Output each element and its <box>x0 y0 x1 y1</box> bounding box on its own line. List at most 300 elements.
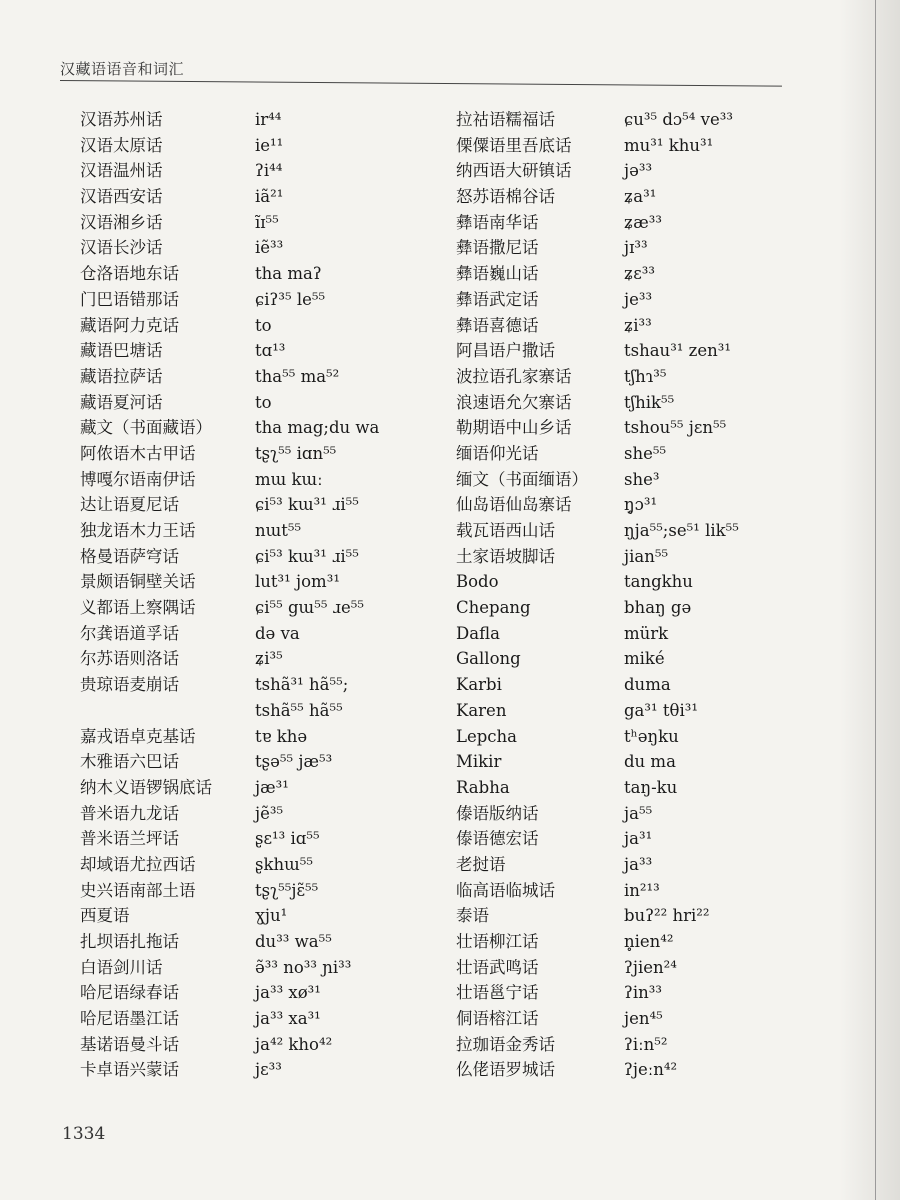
glossary-row <box>70 261 440 287</box>
language-name: 彝语南华话 <box>456 212 539 232</box>
language-name: 拉祜语糯福话 <box>456 110 555 129</box>
language-name: 藏语巴塘话 <box>80 341 163 361</box>
glossary-row <box>70 749 440 775</box>
word-form-line: tɑ¹³ <box>255 341 286 361</box>
language-name: 汉语苏州话 <box>80 110 163 129</box>
language-name: 西夏语 <box>80 906 130 926</box>
language-name: 临高语临城话 <box>456 880 555 900</box>
glossary-row <box>70 878 440 904</box>
language-name: 壮语邕宁话 <box>456 983 539 1003</box>
glossary-row <box>456 210 826 236</box>
word-form <box>255 1057 282 1083</box>
word-form-line: də va <box>255 623 300 643</box>
word-form-line: jen⁴⁵ <box>624 1009 663 1029</box>
word-form-line: ʔiːn⁵² <box>624 1034 668 1054</box>
word-form <box>624 467 659 493</box>
glossary-row <box>456 261 826 287</box>
language-name: 哈尼语墨江话 <box>80 1009 179 1029</box>
word-form <box>255 646 283 672</box>
glossary-row <box>456 467 826 493</box>
word-form-line: ɕi⁵⁵ gɯ⁵⁵ ɹe⁵⁵ <box>255 598 364 618</box>
glossary-row <box>456 287 826 313</box>
word-form <box>255 569 340 595</box>
word-form-line: tʰəŋku <box>624 726 679 746</box>
word-form <box>255 1032 332 1058</box>
language-name: 壮语柳江话 <box>456 932 539 951</box>
word-form-line: ja³³ xø³¹ <box>255 983 321 1003</box>
glossary-row <box>456 441 826 467</box>
word-form <box>255 801 283 827</box>
glossary-row <box>70 852 440 878</box>
word-form-line: ja³³ <box>624 854 653 874</box>
word-form-line: tha mag;du wa <box>255 418 380 438</box>
word-form-line: ja³³ xa³¹ <box>255 1009 321 1029</box>
language-name: 波拉语孔家寨话 <box>456 366 572 386</box>
glossary-row <box>70 826 440 852</box>
word-form-line: ɕiʔ³⁵ le⁵⁵ <box>255 289 326 309</box>
glossary-row <box>456 1006 826 1032</box>
word-form <box>624 338 731 364</box>
word-form <box>255 621 300 647</box>
language-name: 拉珈语金秀话 <box>456 1034 555 1054</box>
language-name: 载瓦语西山话 <box>456 521 555 540</box>
glossary-row <box>70 390 440 416</box>
language-name: 壮语武鸣话 <box>456 957 539 977</box>
word-form <box>624 569 693 595</box>
language-name: 白语剑川话 <box>80 957 163 977</box>
glossary-row <box>456 595 826 621</box>
glossary-row <box>70 235 440 261</box>
word-form <box>255 158 282 184</box>
word-form <box>624 698 698 724</box>
language-name: 史兴语南部土语 <box>80 880 196 900</box>
word-form-line: tʂʅ⁵⁵ iɑn⁵⁵ <box>255 443 337 463</box>
language-name: 老挝语 <box>456 854 506 874</box>
glossary-row <box>456 313 826 339</box>
word-form <box>624 980 662 1006</box>
language-name: 扎坝语扎拖话 <box>80 932 179 952</box>
word-form <box>255 313 272 339</box>
word-form <box>255 955 351 981</box>
language-name: 博嘎尔语南伊话 <box>80 469 196 489</box>
word-form-line: ga³¹ tθi³¹ <box>624 700 698 720</box>
word-form-line: ʑi³⁵ <box>255 649 283 669</box>
glossary-row <box>456 621 826 647</box>
word-form <box>255 235 283 261</box>
language-name: 泰语 <box>456 906 489 926</box>
word-form <box>255 852 313 878</box>
language-name: 普米语兰坪话 <box>80 829 179 849</box>
glossary-row <box>456 903 826 929</box>
glossary-row <box>70 569 440 595</box>
language-name: 傈僳语里吾底话 <box>456 135 572 155</box>
left-column <box>70 107 440 1083</box>
glossary-row <box>70 107 440 133</box>
language-name: 嘉戎语卓克基话 <box>80 726 196 746</box>
word-form-line: tɐ khə <box>255 726 308 746</box>
glossary-row <box>456 775 826 801</box>
word-form-line: iẽ³³ <box>255 238 284 258</box>
glossary-row <box>456 929 826 955</box>
glossary-row <box>456 184 826 210</box>
word-form <box>624 364 666 390</box>
language-name: 达让语夏尼话 <box>80 495 179 515</box>
glossary-row <box>70 646 440 672</box>
language-name: 缅语仰光话 <box>456 443 539 463</box>
glossary-row <box>70 724 440 750</box>
word-form-line: in²¹³ <box>624 880 660 900</box>
word-form <box>255 878 318 904</box>
language-name: 门巴语错那话 <box>80 289 179 309</box>
word-form-line: to <box>255 392 272 412</box>
word-form <box>624 1032 668 1058</box>
language-name: 浪速语允欠寨话 <box>456 392 572 412</box>
word-form <box>255 441 336 467</box>
word-form-line: ʔjien²⁴ <box>624 957 677 977</box>
word-form <box>624 929 674 955</box>
glossary-row <box>70 210 440 236</box>
word-form <box>255 749 332 775</box>
glossary-row <box>70 364 440 390</box>
word-form-line: ja⁴² kho⁴² <box>255 1034 333 1054</box>
word-form-line: taŋ-ku <box>624 777 678 797</box>
glossary-row <box>456 338 826 364</box>
language-name: 汉语温州话 <box>80 161 163 181</box>
glossary-row <box>456 1057 826 1083</box>
glossary-row <box>456 980 826 1006</box>
glossary-row <box>70 287 440 313</box>
word-form <box>255 595 364 621</box>
word-form <box>255 980 321 1006</box>
word-form-line: mu³¹ khu³¹ <box>624 135 714 155</box>
language-name: 景颇语铜壁关话 <box>80 572 196 592</box>
header-rule <box>60 80 782 87</box>
language-name: 汉语湘乡话 <box>80 212 163 232</box>
running-header: 汉藏语语音和词汇 <box>60 60 185 78</box>
word-form <box>624 646 665 672</box>
word-form-line: ie¹¹ <box>255 135 284 155</box>
word-form-line: ʑi³³ <box>624 315 652 335</box>
word-form <box>624 261 655 287</box>
word-form-line: bhaŋ gə <box>624 598 692 618</box>
glossary-row <box>70 441 440 467</box>
glossary-row <box>456 133 826 159</box>
language-name: 藏语夏河话 <box>80 392 163 412</box>
language-name: Chepang <box>456 598 531 618</box>
word-form <box>255 390 272 416</box>
language-name: 尔龚语道孚话 <box>80 623 179 643</box>
word-form-line: ja⁵⁵ <box>624 803 653 823</box>
glossary-row <box>70 1006 440 1032</box>
word-form-line: iã²¹ <box>255 187 284 207</box>
word-form <box>624 107 733 133</box>
language-name: 哈尼语绿春话 <box>80 983 179 1003</box>
glossary-row <box>456 1032 826 1058</box>
glossary-row <box>70 415 440 441</box>
word-form <box>624 621 668 647</box>
word-form <box>624 518 739 544</box>
word-form <box>255 364 339 390</box>
page-edge-shadow <box>840 0 900 1200</box>
glossary-row <box>70 1032 440 1058</box>
word-form-line: jian⁵⁵ <box>624 546 669 566</box>
glossary-row <box>456 698 826 724</box>
word-form-line: tangkhu <box>624 572 693 592</box>
word-form-line: ɕi⁵³ kɯ³¹ ɹi⁵⁵ <box>255 495 359 515</box>
glossary-row <box>456 415 826 441</box>
word-form-line: ʑæ³³ <box>624 212 662 232</box>
word-form-line: ir⁴⁴ <box>255 110 282 129</box>
word-form <box>624 903 710 929</box>
glossary-row <box>70 158 440 184</box>
word-form-line: tʂʅ⁵⁵jɛ̃⁵⁵ <box>255 880 319 900</box>
word-form <box>255 184 283 210</box>
word-form-line: she³ <box>624 469 660 489</box>
language-name: 贵琼语麦崩话 <box>80 675 179 695</box>
word-form <box>624 544 668 570</box>
glossary-row <box>70 955 440 981</box>
language-name: Gallong <box>456 649 521 669</box>
language-name: 藏语拉萨话 <box>80 366 163 386</box>
word-form <box>255 287 325 313</box>
word-form <box>624 235 648 261</box>
word-form-line: jẽ³⁵ <box>255 803 284 823</box>
word-form <box>255 338 285 364</box>
language-name: 彝语武定话 <box>456 289 539 309</box>
word-form <box>255 826 320 852</box>
glossary-row <box>456 672 826 698</box>
word-form-line: ʂkhɯ⁵⁵ <box>255 854 313 874</box>
glossary-row <box>456 492 826 518</box>
word-form-line: ɣju¹ <box>255 906 288 926</box>
glossary-row <box>456 158 826 184</box>
glossary-row <box>456 107 826 133</box>
word-form-line: mɯ kɯː <box>255 469 323 489</box>
page-number: 1334 <box>62 1124 106 1144</box>
word-form <box>255 929 332 955</box>
glossary-row <box>70 467 440 493</box>
glossary-row <box>70 903 440 929</box>
word-form <box>624 672 671 698</box>
word-form <box>624 390 674 416</box>
word-form <box>255 903 287 929</box>
word-form <box>624 313 652 339</box>
word-form-line: jə³³ <box>624 161 653 181</box>
word-form-line: tshã³¹ hã⁵⁵; <box>255 675 349 695</box>
word-form <box>624 878 660 904</box>
glossary-row <box>70 621 440 647</box>
word-form <box>624 801 652 827</box>
word-form-line: tha maʔ <box>255 264 322 284</box>
word-form <box>624 133 713 159</box>
language-name: 彝语喜德话 <box>456 315 539 335</box>
word-form-line: du³³ wa⁵⁵ <box>255 932 332 952</box>
glossary-row <box>70 492 440 518</box>
language-name: 尔苏语则洛话 <box>80 649 179 669</box>
glossary-row <box>456 364 826 390</box>
word-form-line: ĩɪ⁵⁵ <box>255 212 279 232</box>
word-form-line: ʑɛ³³ <box>624 264 656 284</box>
language-name: 阿侬语木古甲话 <box>80 443 196 463</box>
language-name: 藏文（书面藏语） <box>80 418 212 438</box>
word-form <box>255 1006 321 1032</box>
language-name: 缅文（书面缅语） <box>456 469 588 489</box>
word-form <box>624 158 652 184</box>
word-form-line: ŋ̥ɔ³¹ <box>624 495 658 515</box>
word-form-line: ʔin³³ <box>624 983 662 1003</box>
word-form-line: du ma <box>624 752 676 772</box>
word-form <box>255 415 379 441</box>
word-form <box>624 287 652 313</box>
word-form <box>624 749 676 775</box>
language-name: 独龙语木力王话 <box>80 521 196 540</box>
word-form <box>624 595 691 621</box>
language-name: Karbi <box>456 675 502 695</box>
glossary-row <box>70 775 440 801</box>
word-form-line: ʂɛ¹³ iɑ⁵⁵ <box>255 829 320 849</box>
language-name: 彝语撒尼话 <box>456 238 539 258</box>
glossary-row <box>456 826 826 852</box>
language-name: 汉语长沙话 <box>80 238 163 258</box>
word-form-line: mürk <box>624 623 669 643</box>
word-form <box>255 724 307 750</box>
word-form <box>624 492 657 518</box>
word-form <box>255 544 359 570</box>
glossary-row <box>70 133 440 159</box>
glossary-row <box>70 184 440 210</box>
word-form-line: ʔjeːn⁴² <box>624 1060 678 1080</box>
glossary-row <box>70 980 440 1006</box>
word-form-line: to <box>255 315 272 335</box>
glossary-row <box>456 235 826 261</box>
glossary-row <box>70 1057 440 1083</box>
word-form <box>624 724 679 750</box>
word-form-line: miké <box>624 649 665 669</box>
language-name: 勒期语中山乡话 <box>456 418 572 438</box>
language-name: Lepcha <box>456 726 517 746</box>
language-name: 傣语德宏话 <box>456 829 539 849</box>
language-name: 格曼语萨穹话 <box>80 546 179 566</box>
word-form-line: ə̃³³ no³³ ɲi³³ <box>255 957 352 977</box>
word-form-line: ʑa³¹ <box>624 187 657 207</box>
word-form-line: ʔi⁴⁴ <box>255 161 283 181</box>
glossary-row <box>456 724 826 750</box>
word-form <box>255 518 301 544</box>
glossary-row <box>70 338 440 364</box>
language-name: 卡卓语兴蒙话 <box>80 1060 179 1080</box>
word-form <box>255 210 279 236</box>
language-name: 汉语太原话 <box>80 135 163 155</box>
word-form-line: tʂə⁵⁵ jæ⁵³ <box>255 752 333 772</box>
language-name: Mikir <box>456 752 502 772</box>
glossary-row <box>456 569 826 595</box>
language-name: 仙岛语仙岛寨话 <box>456 495 572 515</box>
word-form-line: buʔ²² hri²² <box>624 906 710 926</box>
page-edge-line <box>875 0 876 1200</box>
language-name: 仓洛语地东话 <box>80 264 179 284</box>
right-column <box>456 107 826 1083</box>
word-form-line: tshou⁵⁵ jɛn⁵⁵ <box>624 418 727 438</box>
word-form <box>624 826 652 852</box>
word-form-line: lut³¹ jom³¹ <box>255 572 340 592</box>
glossary-row <box>456 955 826 981</box>
glossary-row <box>456 646 826 672</box>
word-form <box>624 184 656 210</box>
language-name: 藏语阿力克话 <box>80 315 179 335</box>
language-name: Karen <box>456 700 507 720</box>
word-form-line: jɪ³³ <box>624 238 648 258</box>
glossary-row <box>70 518 440 544</box>
word-form <box>255 672 348 723</box>
glossary-row <box>456 544 826 570</box>
word-form-line: tha⁵⁵ ma⁵² <box>255 366 340 386</box>
word-form <box>255 775 289 801</box>
word-form-line: tshã⁵⁵ hã⁵⁵ <box>255 700 343 720</box>
word-form <box>255 492 359 518</box>
word-form-line: she⁵⁵ <box>624 443 667 463</box>
language-name: 木雅语六巴话 <box>80 752 179 772</box>
word-form-line: n̥ien⁴² <box>624 932 674 951</box>
language-name: 普米语九龙话 <box>80 803 179 823</box>
language-name: Rabha <box>456 777 510 797</box>
word-form <box>255 467 323 493</box>
word-form-line: tʃhɿ³⁵ <box>624 366 667 386</box>
word-form-line: tshau³¹ zen³¹ <box>624 341 731 361</box>
glossary-row <box>70 544 440 570</box>
word-form-line: duma <box>624 675 671 695</box>
language-name: 纳木义语锣锅底话 <box>80 777 212 797</box>
word-form <box>255 107 281 133</box>
language-name: 侗语榕江话 <box>456 1009 539 1029</box>
word-form <box>624 1006 663 1032</box>
word-form-line: jɛ³³ <box>255 1060 282 1080</box>
word-form <box>624 415 726 441</box>
glossary-row <box>70 929 440 955</box>
glossary-row <box>456 801 826 827</box>
word-form-line: ɕi⁵³ kɯ³¹ ɹi⁵⁵ <box>255 546 359 566</box>
word-form <box>624 775 677 801</box>
word-form <box>624 955 677 981</box>
glossary-row <box>70 313 440 339</box>
word-form-line: nɯt⁵⁵ <box>255 521 302 540</box>
word-form-line: ŋja⁵⁵;se⁵¹ lik⁵⁵ <box>624 521 739 540</box>
language-name: 纳西语大研镇话 <box>456 161 572 181</box>
language-name: 怒苏语棉谷话 <box>456 187 555 207</box>
language-name: 义都语上察隅话 <box>80 598 196 618</box>
glossary-row <box>456 749 826 775</box>
glossary-row <box>456 852 826 878</box>
word-form-line: je³³ <box>624 289 653 309</box>
language-name: 基诺语曼斗话 <box>80 1034 179 1054</box>
glossary-row <box>456 518 826 544</box>
word-form <box>255 261 322 287</box>
word-form <box>624 852 652 878</box>
glossary-row <box>70 672 440 723</box>
word-form <box>624 1057 677 1083</box>
language-name: Bodo <box>456 572 499 592</box>
glossary-row <box>456 390 826 416</box>
language-name: 仫佬语罗城话 <box>456 1060 555 1080</box>
language-name: 却域语尤拉西话 <box>80 854 196 874</box>
language-name: 阿昌语户撒话 <box>456 341 555 361</box>
word-form-line: tʃhik⁵⁵ <box>624 392 675 412</box>
language-name: 彝语巍山话 <box>456 264 539 284</box>
word-form <box>255 133 283 159</box>
language-name: Dafla <box>456 623 500 643</box>
word-form-line: ja³¹ <box>624 829 653 849</box>
word-form-line: jæ³¹ <box>255 777 289 797</box>
language-name: 土家语坡脚话 <box>456 546 555 566</box>
